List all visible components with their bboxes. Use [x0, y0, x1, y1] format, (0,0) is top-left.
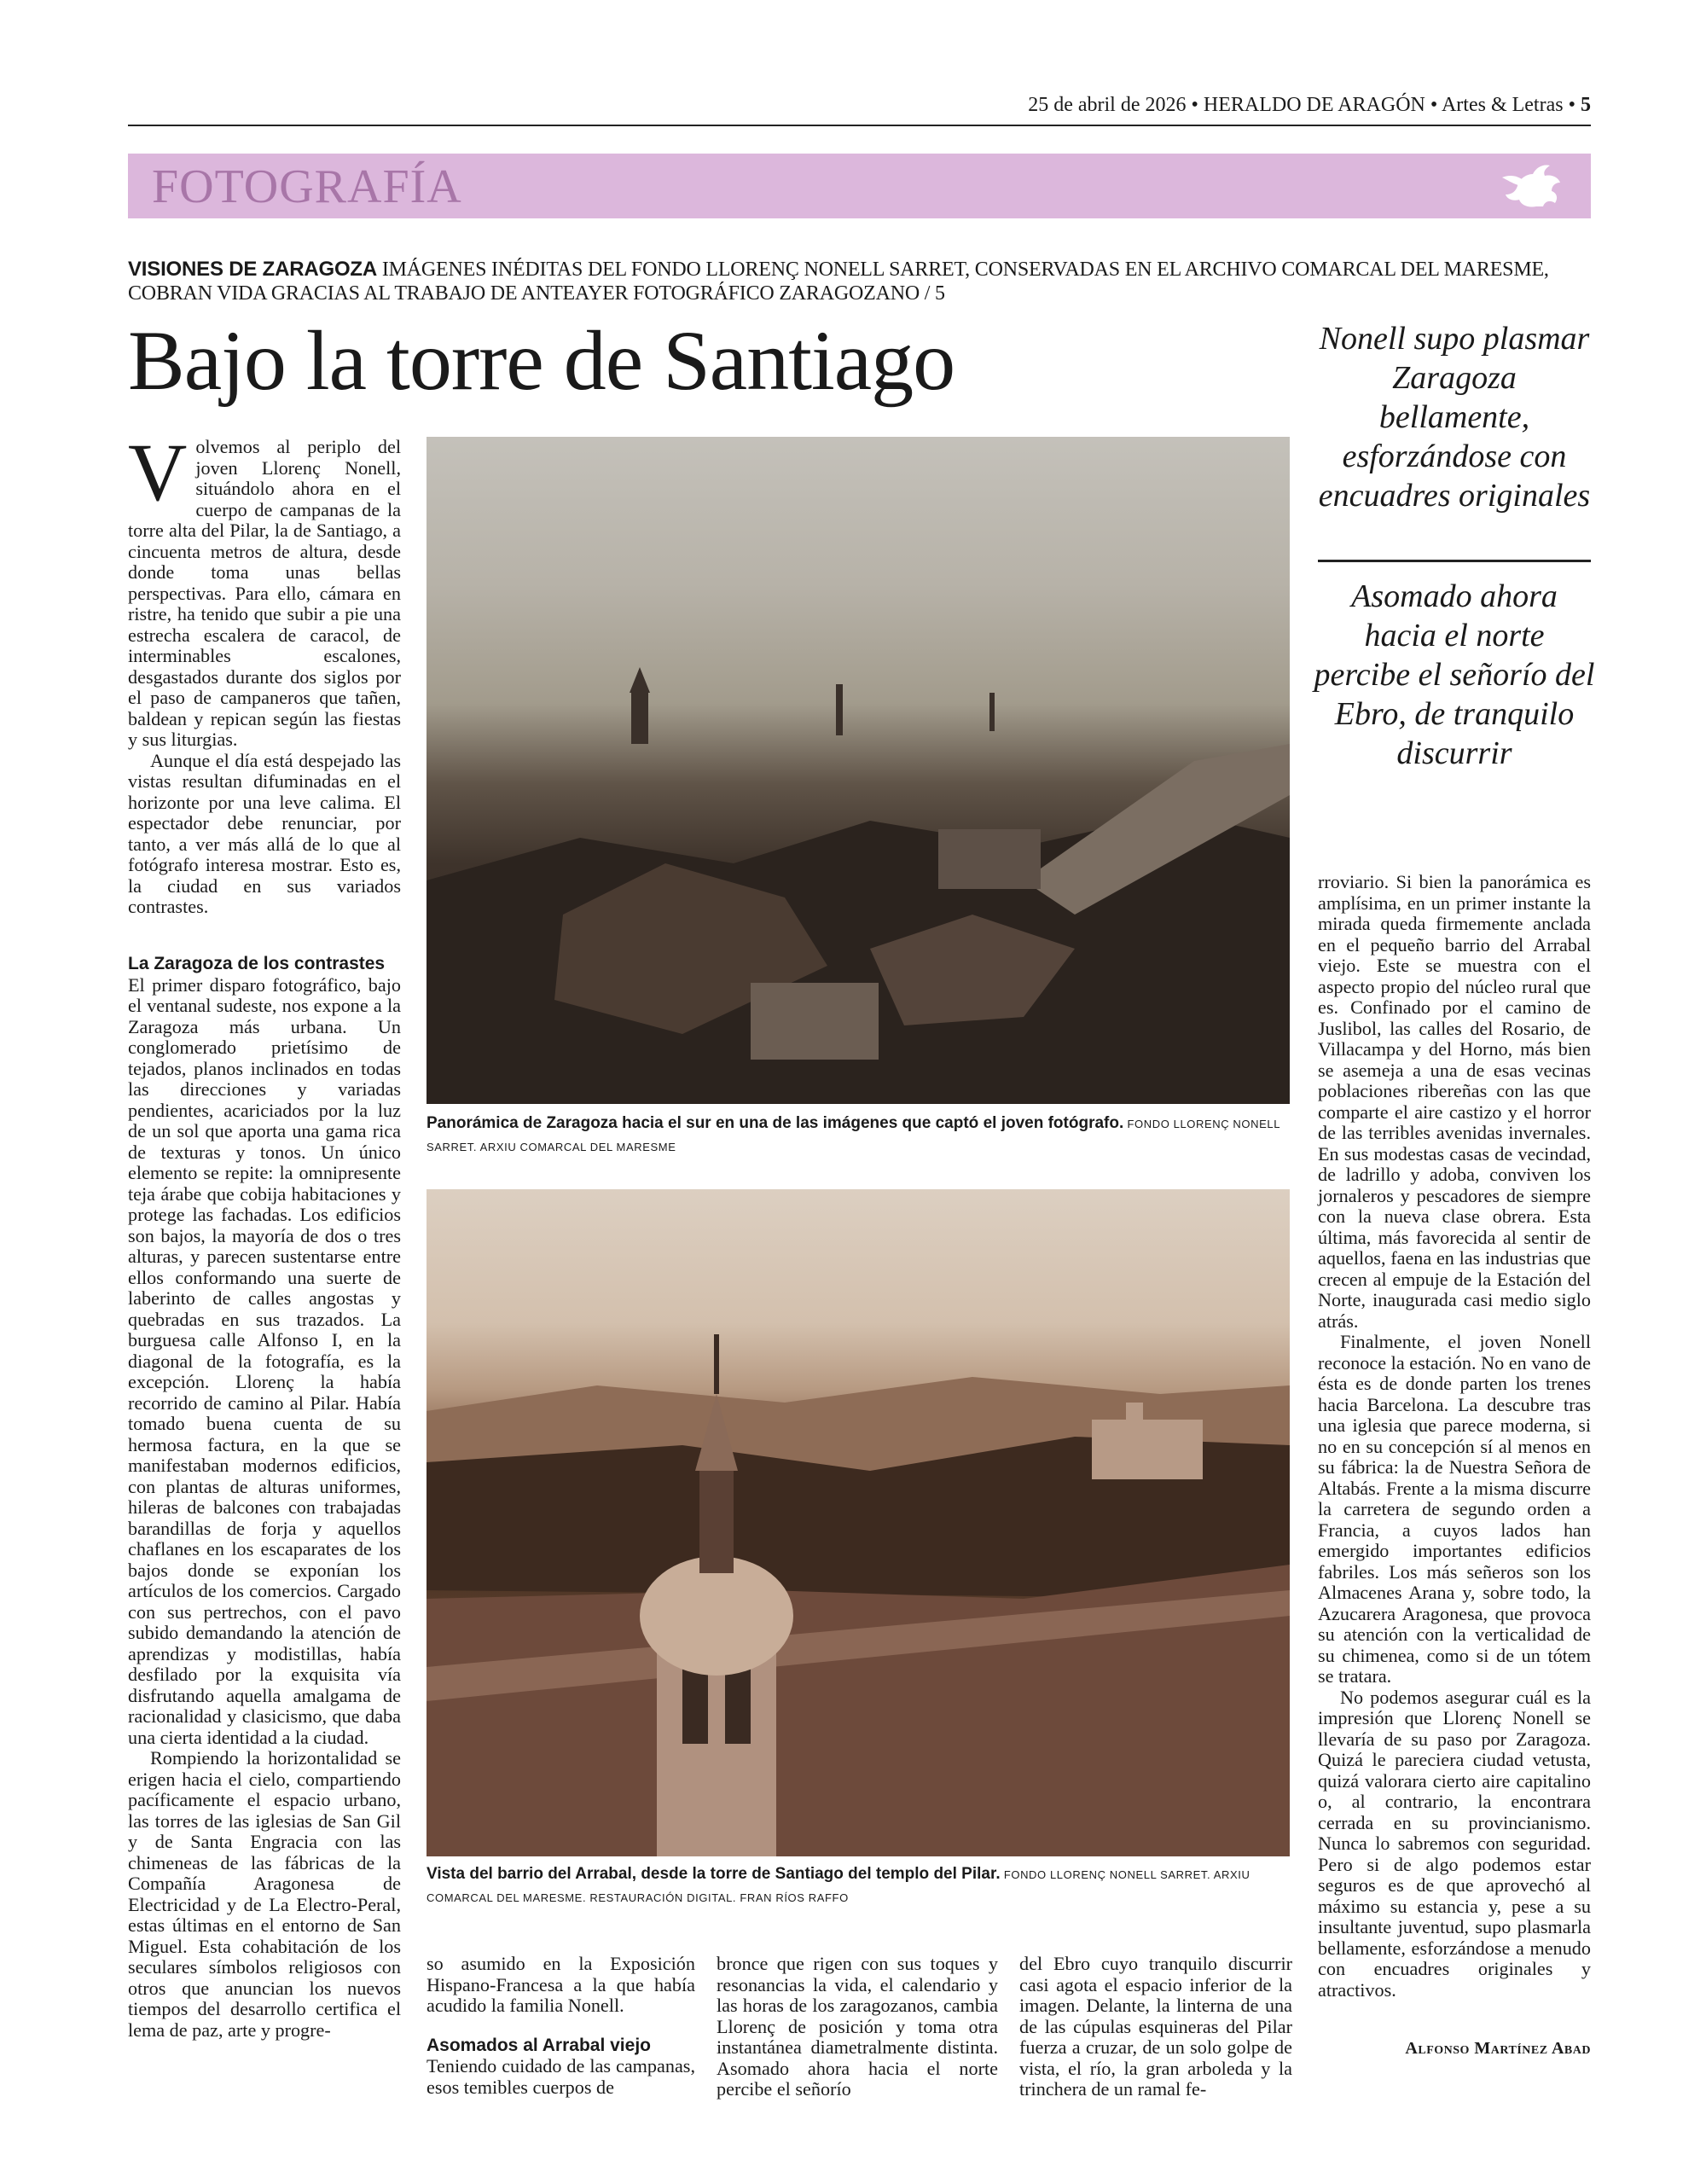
article-column-4: [1019, 1954, 1292, 2100]
page-folio: [128, 92, 1591, 118]
folio-sep: •: [1563, 94, 1581, 116]
kicker: [128, 258, 1591, 305]
paragraph: No podemos asegurar cuál es la impresión que Llorenç Nonell se llevaría de su paso por Zaragoza. Quizá le pareciera ciudad vetusta, quizá valorara cierto aire capitalino o, al contrario, la encontrara cerrada en su provincianismo. Nunca lo sabremos con seguridad. Pero si de algo podemos estar seguros es de que aprovechó al máximo su estancia y, pese a su insultante juventud, supo plasmarla bellamente, esforzándose a menudo con encuadres originales y atractivos.: [1318, 1686, 1591, 2001]
folio-paper: HERALDO DE ARAGÓN: [1203, 94, 1425, 116]
paragraph: Teniendo cuidado de las campanas, esos temibles cuerpos de: [426, 2055, 695, 2098]
drop-cap: V: [128, 427, 188, 518]
paragraph: Rompiendo la horizontalidad se erigen hacia el cielo, compartiendo pacíficamente el espacio urbano, las torres de las iglesias de San Gil y de Santa Engracia con las chimeneas de las fábricas de la Compañía Aragonesa de Electricidad y de La Electro-Peral, estas últimas en el entorno de San Miguel. Esta cohabitación de los seculares símbolos religiosos con otros que anuncian los nuevos tiempos del desarrollo certifica el lema de paz, arte y progre-: [128, 1747, 401, 2041]
pegasus-logo-icon: [1477, 157, 1579, 215]
river-tower-illustration: [426, 1189, 1290, 1856]
paragraph: rroviario. Si bien la panorámica es amplísima, en un primer instante la mirada queda firmemente anclada en el pequeño barrio del Arrabal viejo. Este se muestra con el aspecto propio del núcleo rural que es. Confinado por el camino de Juslibol, las calles del Rosario, de Villacampa y del Horno, más bien se asemeja a una de esas vecinas poblaciones ribereñas con las que comparte el aire castizo y el horror de las terribles avenidas invernales. En sus modestas casas de vecindad, de ladrillo y adoba, conviven los jornaleros y pescadores de siempre con la nueva clase obrera. Esta última, más favorecida al sentir de aquellos, faena en las industrias que crecen al empuje de la Estación del Norte, inaugurada casi medio siglo atrás.: [1318, 871, 1591, 1332]
paragraph: so asumido en la Exposición Hispano-Francesa a la que había acudido la familia Nonell.: [426, 1953, 695, 2016]
paragraph: El primer disparo fotográfico, bajo el ventanal sudeste, nos expone a la Zaragoza más urbana. Un conglomerado prietísimo de tejados, planos inclinados en todas las direcciones y variadas pendientes, acariciados por la luz de un sol que aporta una gama rica de texturas y tonos. Un único elemento se repite: la omnipresente teja árabe que cobija habitaciones y protege las fachadas. Los edificios son bajos, la mayoría de dos o tres alturas, y parecen sustentarse entre ellos conformando una suerte de laberinto de calles angostas y quebradas en sus trazados. La burguesa calle Alfonso I, en la diagonal de la fotografía, es la excepción. Llorenç la había recorrido de camino al Pilar. Había tomado buena cuenta de su hermosa factura, en la que se manifestaban modernos edificios, con plantas de alturas uniformes, hileras de balcones con trabajadas barandillas de forja y aquellos chaflanes en los escaparates de los bajos donde se exponían los artículos de los comercios. Cargado con sus pertrechos, con el pavo subido demandando la atención de aprendizas y modistillas, había desfilado por la exquisita vía disfrutando aquella amalgama de racionalidad y clasicismo, que daba una cierta identidad a la ciudad.: [128, 973, 401, 1748]
headline: Bajo la torre de Santiago: [128, 313, 955, 408]
paragraph-text: olvemos al periplo del joven Llorenç Nonell, situándolo ahora en el cuerpo de campanas de la torre alta del Pilar, la de Santiago, a cincuenta metros de altura, desde donde toma unas bellas perspectivas. Para ello, cámara en ristre, ha tenido que subir a pie una estrecha escalera de caracol, de interminables escalones, desgastados durante dos siglos por el paso de campaneros que tañen, baldean y repican según las fiestas y sus liturgias.: [128, 436, 401, 750]
caption-title: Vista del barrio del Arrabal, desde la torre de Santiago del templo del Pilar.: [426, 1865, 1001, 1883]
folio-page-number: 5: [1581, 94, 1591, 116]
subhead: Asomados al Arrabal viejo: [426, 2035, 651, 2055]
paragraph: del Ebro cuyo tranquilo discurrir casi agota el espacio inferior de la imagen. Delante, la linterna de una de las cúpulas esquineras del Pilar fuerza a cruzar, de un solo golpe de vista, el río, la gran arboleda y la trinchera de un ramal fe-: [1019, 1953, 1292, 2100]
caption-credit: FONDO LLORENÇ NONELL SARRET. ARXIU COMARCAL DEL MARESME. RESTAURACIÓN DIGITAL. FRAN RÍOS RAFFO: [426, 1868, 1250, 1904]
paragraph: Finalmente, el joven Nonell reconoce la estación. No en vano de ésta es de donde parten los trenes hacia Barcelona. La descubre tras una iglesia que parece moderna, si no en su concepción sí al menos en su fábrica: la de Nuestra Señora de Altabás. Frente a la misma discurre la carretera de segundo orden a Francia, a cuyos lados han emergido importantes edificios fabriles. Los más señeros son los Almacenes Arana y, sobre todo, la Azucarera Aragonesa, que provoca su atención con la verticalidad de su chimenea, como si de un tótem se tratara.: [1318, 1331, 1591, 1687]
paragraph: Aunque el día está despejado las vistas resultan difuminadas en el horizonte por una leve calima. El espectador debe renunciar, por tanto, a ver más allá de lo que al fotógrafo interesa mostrar. Esto es, la ciudad en sus variados contrastes.: [128, 749, 401, 917]
byline: Alfonso Martínez Abad: [1405, 2039, 1591, 2058]
top-rule: [128, 125, 1591, 126]
photo-arrabal-north: [426, 1189, 1290, 1856]
caption-credit: FONDO LLORENÇ NONELL SARRET. ARXIU COMARCAL DEL MARESME: [426, 1118, 1280, 1153]
kicker-series: VISIONES DE ZARAGOZA: [128, 258, 378, 281]
article-column-1: [128, 427, 401, 918]
pull-quote: Asomado ahora hacia el norte percibe el señorío del Ebro, de tranquilo discurrir: [1314, 578, 1595, 771]
caption-title: Panorámica de Zaragoza hacia el sur en una de las imágenes que captó el joven fotógrafo.: [426, 1114, 1124, 1132]
article-column-2: [426, 1954, 695, 2098]
folio-sep: •: [1425, 94, 1442, 116]
folio-date: 25 de abril de 2026: [1028, 94, 1187, 116]
article-column-5: [1318, 872, 1591, 2001]
paragraph: [128, 427, 401, 751]
kicker-text: IMÁGENES INÉDITAS DEL FONDO LLORENÇ NONELL SARRET, CONSERVADAS EN EL ARCHIVO COMARCAL DEL MARESME, COBRAN VIDA GRACIAS AL TRABAJO DE ANTEAYER FOTOGRÁFICO ZARAGOZANO / 5: [128, 258, 1549, 305]
section-label: FOTOGRAFÍA: [152, 160, 462, 213]
photo-panorama-south: [426, 437, 1290, 1104]
pull-quote-divider: [1318, 560, 1591, 562]
photo-caption: [426, 1112, 1290, 1159]
folio-section: Artes & Letras: [1441, 94, 1564, 116]
pull-quote: Nonell supo plasmar Zaragoza bellamente, esforzándose con encuadres originales: [1318, 321, 1591, 514]
rooftops-illustration: [426, 437, 1290, 1104]
photo-caption: [426, 1863, 1290, 1909]
article-column-3: [717, 1954, 998, 2100]
folio-sep: •: [1186, 94, 1204, 116]
article-column-1-continued: [128, 954, 401, 2041]
paragraph: bronce que rigen con sus toques y resonancias la vida, el calendario y las horas de los zaragozanos, cambia Llorenç de posición y toma otra instantánea diametralmente distinta. Asomado ahora hacia el norte percibe el señorío: [717, 1953, 998, 2100]
subhead: La Zaragoza de los contrastes: [128, 954, 386, 973]
section-band: [128, 154, 1591, 218]
